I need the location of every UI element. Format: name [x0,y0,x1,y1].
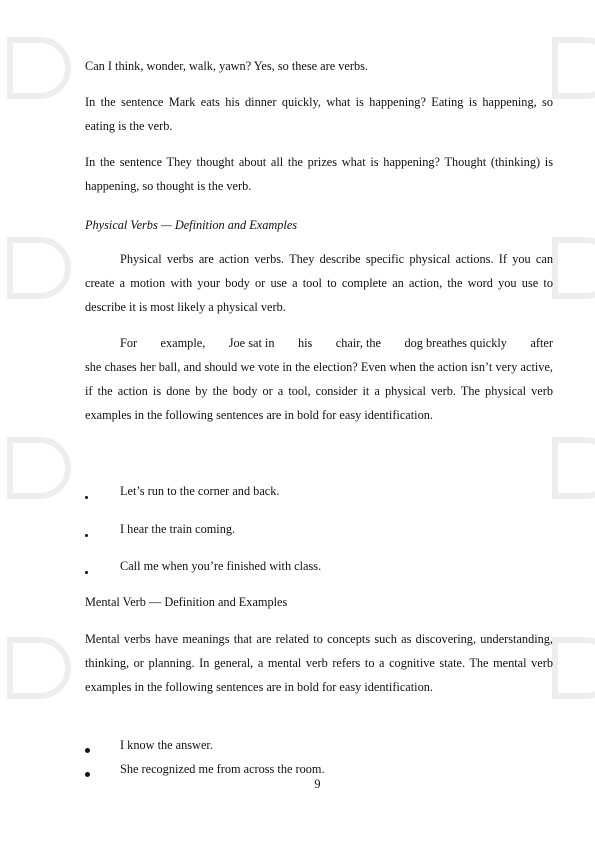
bullet-icon [85,483,105,499]
paragraph-verbs-question: Can I think, wonder, walk, yawn? Yes, so these are verbs. [85,59,368,73]
bullet-icon [85,558,105,574]
paragraph-physical-example-line1 [85,331,553,355]
paragraph-physical-example-rest: she chases her ball, and should we vote in the election? Even when the action isn’t very active, if the action is done by the body or a tool, consider it a physical verb. The physical verb examples in the following sentences are in bold for easy identification. [85,360,553,422]
word: dog breathes quickly [404,336,507,350]
word: after [530,336,553,350]
word: For [120,336,138,350]
heading-mental-verbs: Mental Verb — Definition and Examples [85,595,288,609]
heading-physical-verbs: Physical Verbs — Definition and Examples [85,218,298,232]
word: chair, the [335,336,382,350]
word: example, [160,336,206,350]
word: his [297,336,313,350]
word: Joe sat in [228,336,275,350]
paragraph-mark-eats: In the sentence Mark eats his dinner quickly, what is happening? Eating is happening, so eating is the verb. [85,95,553,133]
bullet-icon [85,761,105,777]
document-page: Can I think, wonder, walk, yawn? Yes, so these are verbs. In the sentence Mark eats his dinner quickly, what is happening? Eating is happening, so eating is the verb. In the sentence They thought about all the prizes what is happening? Thought (thinking) is happening, so thought is the verb. Physical Verbs — Definition and Examples Physical verbs are action verbs. They describe specific physical actions. If you can create a motion with your body or use a tool to complete an action, the word you use to describe it is most likely a physical verb. For example, Joe sat in his chair, the dog breathes quickly after she chases her ball, and should we vote in the election? Even when the action isn’t very active, if the action is done by the body or a tool, consider it a physical verb. The physical verb examples in the following sentences are in bold for easy identification. Let’s run to the corner and back. I hear the train coming. Call me when you’re finished with class. Mental Verb — Definition and Examples Mental verbs have meanings that are related to concepts such as discovering, understanding, thinking, or planning. In general, a mental verb refers to a cognitive state. The mental verb examples in the following sentences are in bold for easy identification. I know the answer. She recognized me from across the room. 9 [0,0,595,842]
paragraph-they-thought: In the sentence They thought about all the prizes what is happening? Thought (thinking) is happening, so thought is the verb. [85,155,553,193]
bullet-icon [85,737,105,753]
paragraph-mental-definition: Mental verbs have meanings that are related to concepts such as discovering, understanding, thinking, or planning. In general, a mental verb refers to a cognitive state. The mental verb examples in the following sentences are in bold for easy identification. [85,632,553,694]
paragraph-physical-definition: Physical verbs are action verbs. They describe specific physical actions. If you can create a motion with your body or use a tool to complete an action, the word you use to describe it is most likely a physical verb. [85,252,553,314]
page-number: 9 [314,777,321,791]
bullet-icon [85,521,105,537]
